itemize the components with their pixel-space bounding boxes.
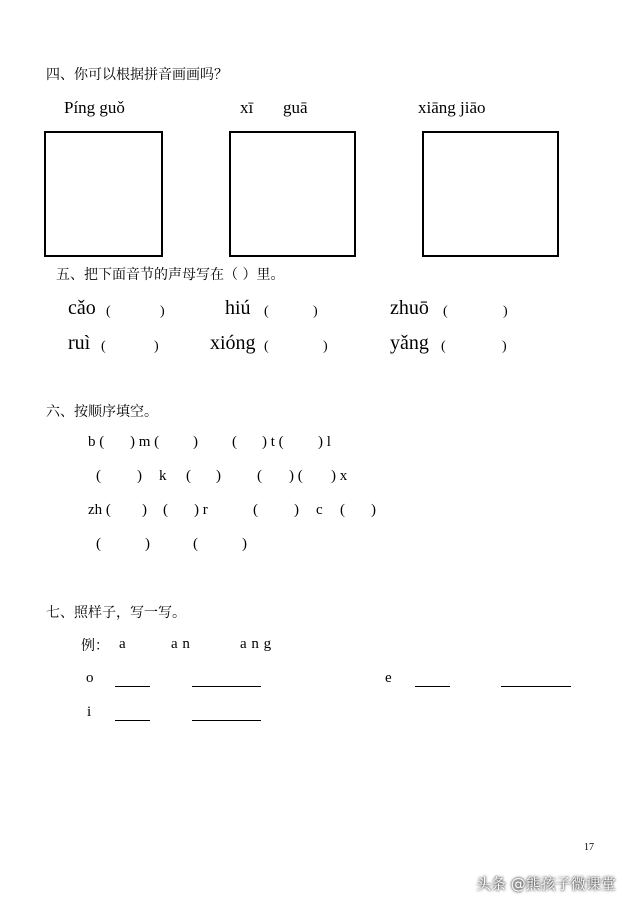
answer-blank-long[interactable] bbox=[192, 686, 261, 687]
answer-close-paren: ) bbox=[503, 304, 508, 319]
row-label-e: e bbox=[385, 670, 393, 686]
sequence-token: ( bbox=[186, 468, 191, 484]
page-number: 17 bbox=[584, 842, 594, 853]
watermark: 头条 @熊孩子微课堂 bbox=[476, 875, 616, 893]
syllable-cao: cǎo bbox=[68, 297, 96, 319]
answer-blank-long[interactable] bbox=[501, 686, 571, 687]
answer-blank-long[interactable] bbox=[192, 720, 261, 721]
sequence-token: ( bbox=[193, 536, 198, 552]
drawing-box-apple[interactable] bbox=[44, 131, 163, 257]
answer-open-paren: ( bbox=[264, 339, 269, 354]
pinyin-label-gua: guā bbox=[283, 98, 308, 117]
syllable-rui: ruì bbox=[68, 332, 91, 354]
sequence-token: ( bbox=[96, 536, 101, 552]
sequence-token: ) m ( bbox=[130, 434, 160, 450]
sequence-token: ( bbox=[253, 502, 258, 518]
answer-close-paren: ) bbox=[323, 339, 328, 354]
answer-close-paren: ) bbox=[502, 339, 507, 354]
pinyin-label-xi: xī bbox=[240, 98, 254, 117]
sequence-token: k bbox=[159, 468, 167, 484]
sequence-token: ( bbox=[340, 502, 345, 518]
drawing-box-banana[interactable] bbox=[422, 131, 559, 257]
sequence-token: ( bbox=[232, 434, 237, 450]
syllable-yang: yǎng bbox=[390, 332, 429, 354]
example-an: a n bbox=[171, 636, 191, 652]
sequence-token: ) bbox=[294, 502, 299, 518]
sequence-token: ) bbox=[137, 468, 142, 484]
answer-close-paren: ) bbox=[313, 304, 318, 319]
answer-blank-short[interactable] bbox=[115, 720, 150, 721]
example-label: 例： bbox=[81, 638, 109, 654]
sequence-token: ) t ( bbox=[262, 434, 284, 450]
sequence-token: ( bbox=[257, 468, 262, 484]
section4-heading: 四、你可以根据拼音画画吗？ bbox=[46, 67, 228, 83]
sequence-token: ) r bbox=[194, 502, 208, 518]
sequence-token: ) bbox=[193, 434, 198, 450]
answer-blank-short[interactable] bbox=[115, 686, 150, 687]
section6-heading: 六、按顺序填空。 bbox=[46, 404, 158, 420]
syllable-zhuo: zhuō bbox=[390, 297, 429, 319]
sequence-token: ) l bbox=[318, 434, 331, 450]
sequence-token: ( bbox=[163, 502, 168, 518]
example-a: a bbox=[119, 636, 127, 652]
drawing-box-watermelon[interactable] bbox=[229, 131, 356, 257]
sequence-token: ( bbox=[96, 468, 101, 484]
sequence-token: ) bbox=[371, 502, 376, 518]
row-label-o: o bbox=[86, 670, 94, 686]
answer-close-paren: ) bbox=[154, 339, 159, 354]
sequence-token: b ( bbox=[88, 434, 105, 450]
answer-open-paren: ( bbox=[264, 304, 269, 319]
syllable-hiu: hiú bbox=[225, 297, 251, 319]
section5-heading: 五、把下面音节的声母写在（ ）里。 bbox=[56, 267, 285, 283]
answer-open-paren: ( bbox=[101, 339, 106, 354]
example-ang: a n g bbox=[240, 636, 272, 652]
section7-heading: 七、照样子，写一写。 bbox=[46, 605, 186, 621]
sequence-token: ) bbox=[242, 536, 247, 552]
answer-open-paren: ( bbox=[441, 339, 446, 354]
pinyin-label-xiangjiao: xiāng jiāo bbox=[418, 98, 486, 117]
answer-open-paren: ( bbox=[106, 304, 111, 319]
pinyin-label-pingguo: Píng guǒ bbox=[64, 98, 125, 117]
sequence-token: ) ( bbox=[289, 468, 303, 484]
row-label-i: i bbox=[87, 704, 92, 720]
sequence-token: ) bbox=[216, 468, 221, 484]
answer-close-paren: ) bbox=[160, 304, 165, 319]
answer-blank-short[interactable] bbox=[415, 686, 450, 687]
sequence-token: zh ( bbox=[88, 502, 111, 518]
sequence-token: ) bbox=[145, 536, 150, 552]
sequence-token: ) bbox=[142, 502, 147, 518]
sequence-token: c bbox=[316, 502, 323, 518]
sequence-token: ) x bbox=[331, 468, 348, 484]
syllable-xiong: xióng bbox=[210, 332, 256, 354]
answer-open-paren: ( bbox=[443, 304, 448, 319]
